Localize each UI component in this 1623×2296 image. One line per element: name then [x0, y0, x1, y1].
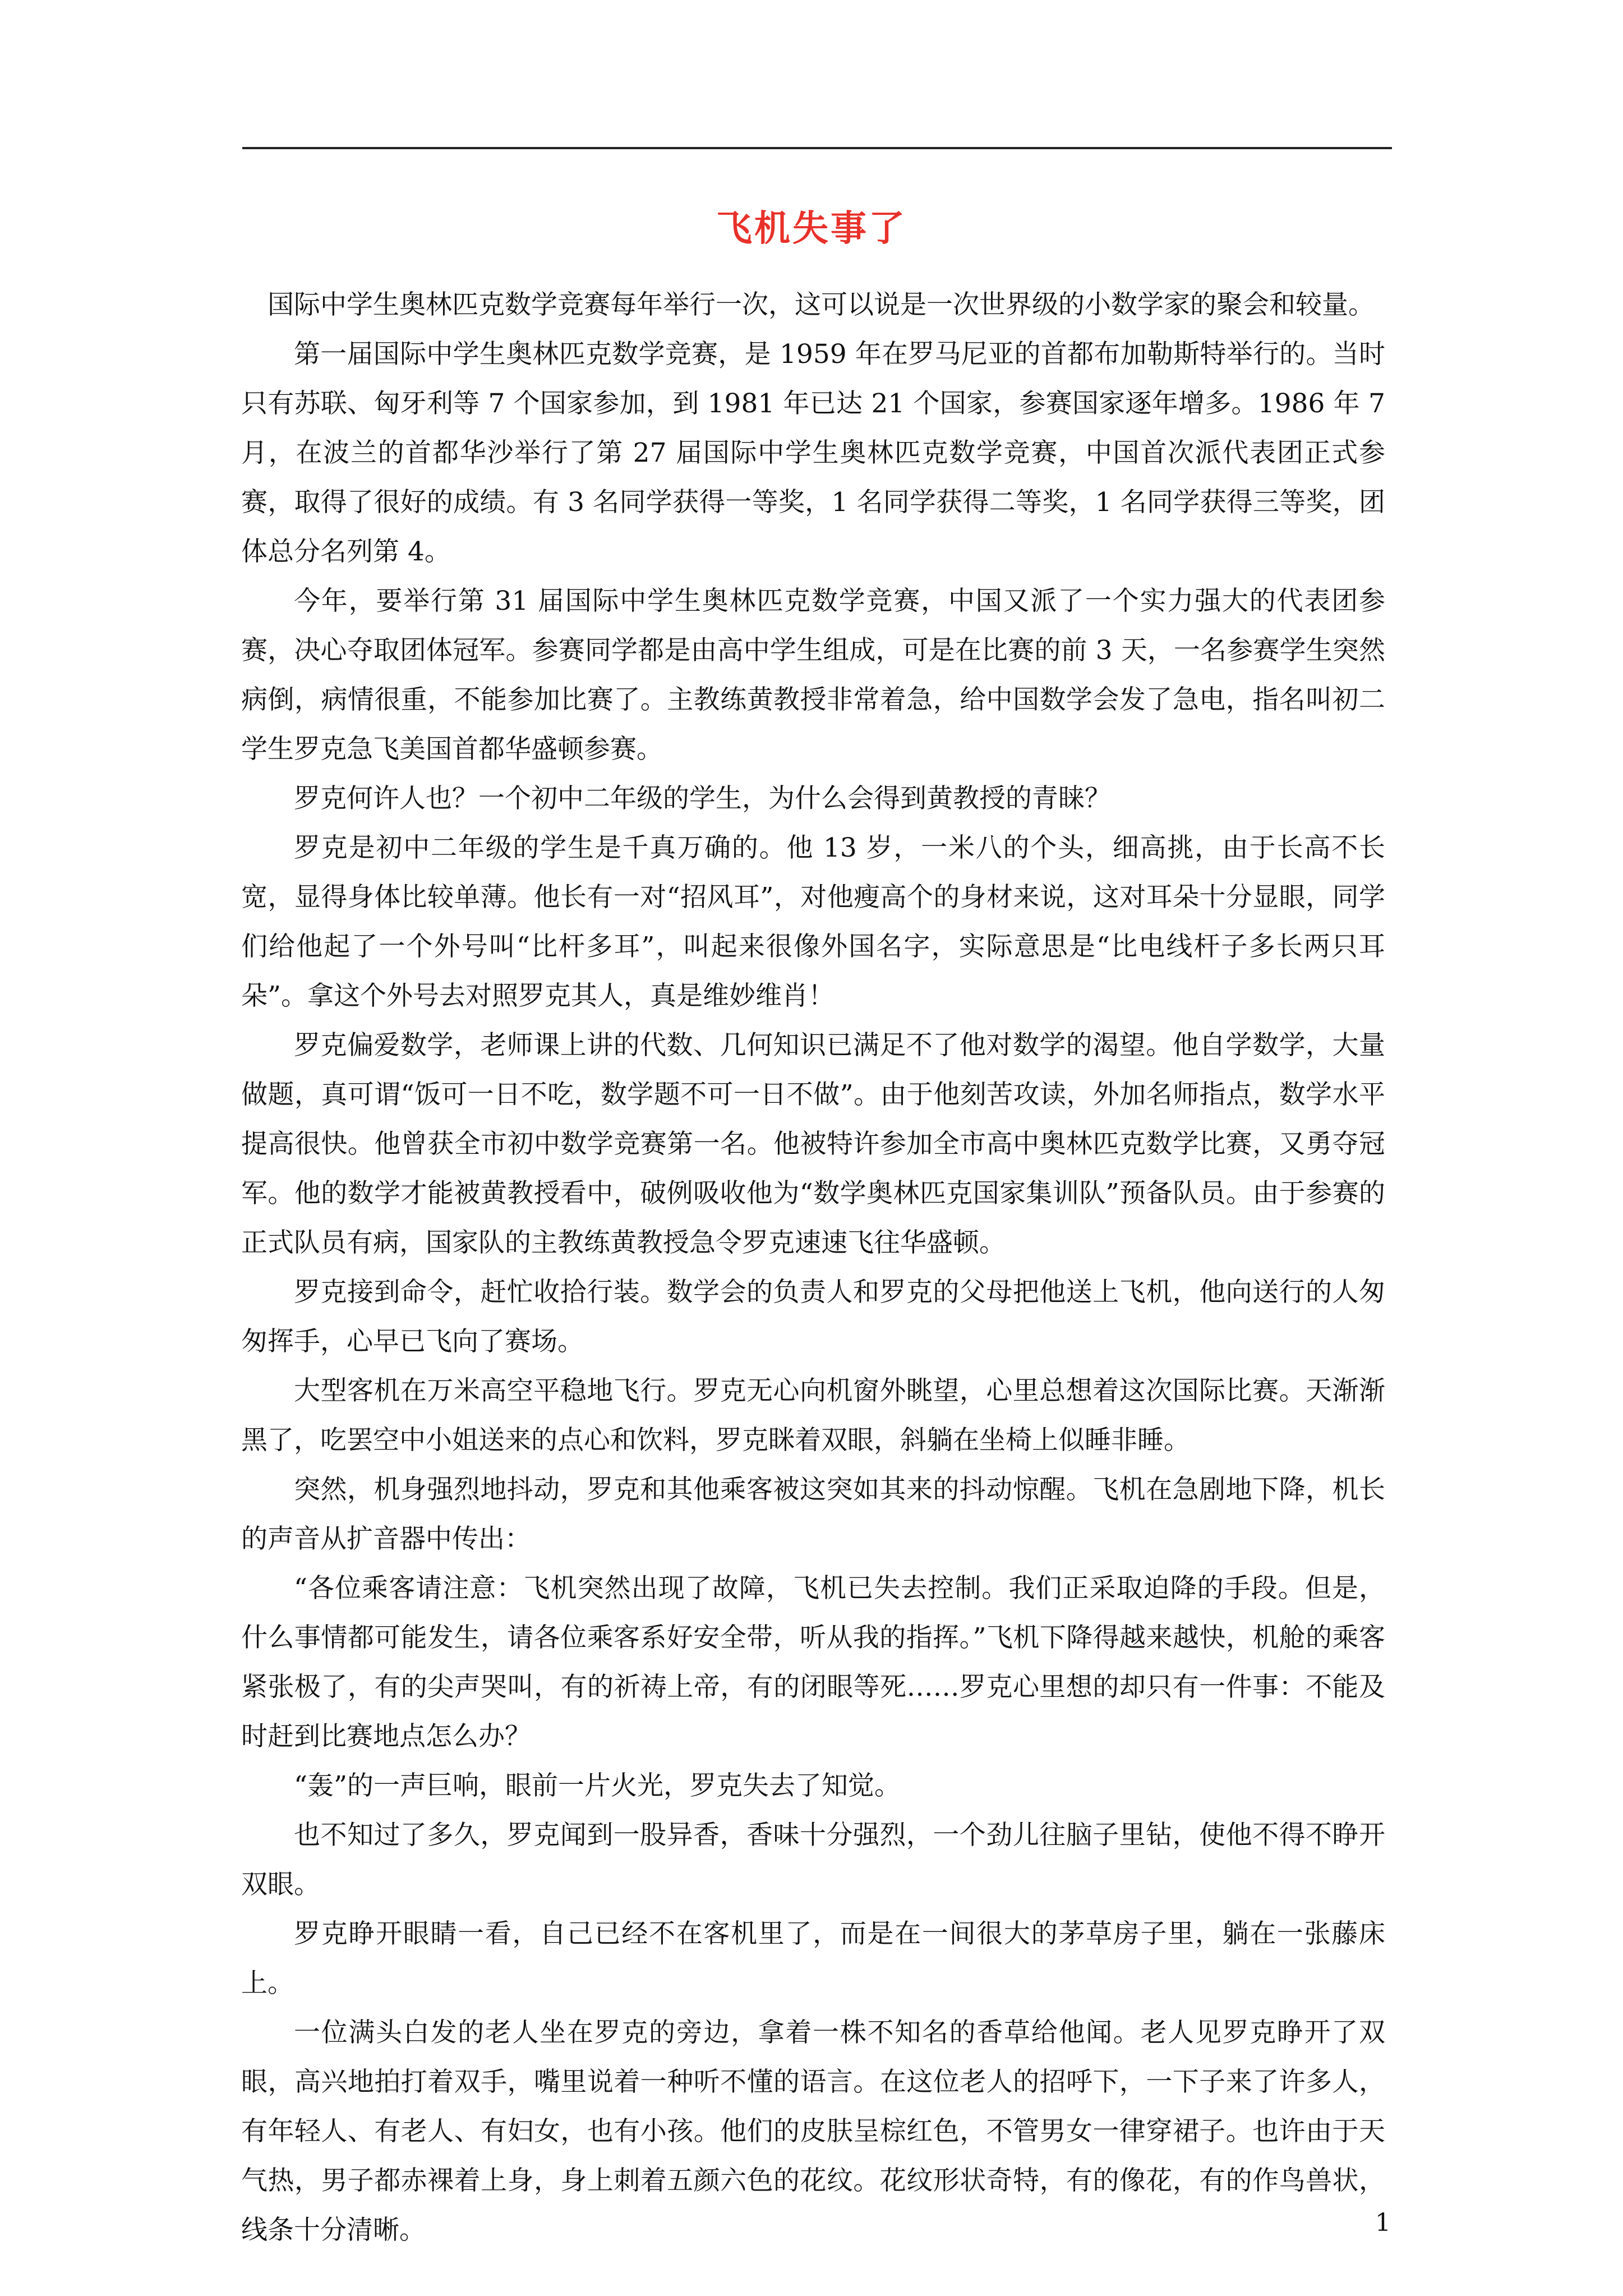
header-rule — [242, 147, 1392, 149]
paragraph-6: 罗克偏爱数学，老师课上讲的代数、几何知识已满足不了他对数学的渴望。他自学数学，大量做题，真可谓“饭可一日不吃，数学题不可一日不做”。由于他刻苦攻读，外加名师指点，数学水平提高很快。他曾获全市初中数学竞赛第一名。他被特许参加全市高中奥林匹克数学比赛，又勇夺冠军。他的数学才能被黄教授看中，破例吸收他为“数学奥林匹克国家集训队”预备队员。由于参赛的正式队员有病，国家队的主教练黄教授急令罗克速速飞往华盛顿。 — [241, 1030, 1385, 1258]
paragraph-10: “各位乘客请注意：飞机突然出现了故障，飞机已失去控制。我们正采取迫降的手段。但是，什么事情都可能发生，请各位乘客系好安全带，听从我的指挥。”飞机下降得越来越快，机舱的乘客紧张极了，有的尖声哭叫，有的祈祷上帝，有的闭眼等死……罗克心里想的却只有一件事：不能及时赶到比赛地点怎么办？ — [241, 1573, 1385, 1752]
paragraph-13: 罗克睁开眼睛一看，自己已经不在客机里了，而是在一间很大的茅草房子里，躺在一张藤床上。 — [241, 1918, 1385, 1999]
paragraph-12: 也不知过了多久，罗克闻到一股异香，香味十分强烈，一个劲儿往脑子里钻，使他不得不睁开双眼。 — [241, 1820, 1385, 1900]
paragraph-14: 一位满头白发的老人坐在罗克的旁边，拿着一株不知名的香草给他闻。老人见罗克睁开了双眼，高兴地拍打着双手，嘴里说着一种听不懂的语言。在这位老人的招呼下，一下子来了许多人，有年轻人、有老人、有妇女，也有小孩。他们的皮肤呈棕红色，不管男女一律穿裙子。也许由于天气热，男子都赤裸着上身，身上刺着五颜六色的花纹。花纹形状奇特，有的像花，有的作鸟兽状，线条十分清晰。 — [241, 2017, 1385, 2246]
page-number: 1 — [1375, 2208, 1391, 2237]
paragraph-4: 罗克何许人也？一个初中二年级的学生，为什么会得到黄教授的青睐？ — [294, 783, 1111, 814]
paragraph-11: “轰”的一声巨响，眼前一片火光，罗克失去了知觉。 — [294, 1770, 901, 1801]
paragraph-2: 第一届国际中学生奥林匹克数学竞赛，是 1959 年在罗马尼亚的首都布加勒斯特举行的。当时只有苏联、匈牙利等 7 个国家参加，到 1981 年已达 21 个国家，参赛国家逐年增多。1986 年 7 月，在波兰的首都华沙举行了第 27 届国际中学生奥林匹克数学竞赛，中国首次派代表团正式参赛，取得了很好的成绩。有 3 名同学获得一等奖，1 名同学获得二等奖，1 名同学获得三等奖，团体总分名列第 4。 — [241, 339, 1385, 567]
paragraph-5: 罗克是初中二年级的学生是千真万确的。他 13 岁，一米八的个头，细高挑，由于长高不长宽，显得身体比较单薄。他长有一对“招风耳”，对他瘦高个的身材来说，这对耳朵十分显眼，同学们给他起了一个外号叫“比杆多耳”，叫起来很像外国名字，实际意思是“比电线杆子多长两只耳朵”。拿这个外号去对照罗克其人，真是维妙维肖！ — [241, 832, 1385, 1011]
page-title: 飞机失事了 — [716, 208, 907, 250]
paragraph-7: 罗克接到命令，赶忙收拾行装。数学会的负责人和罗克的父母把他送上飞机，他向送行的人匆匆挥手，心早已飞向了赛场。 — [241, 1277, 1385, 1357]
paragraph-8: 大型客机在万米高空平稳地飞行。罗克无心向机窗外眺望，心里总想着这次国际比赛。天渐渐黑了，吃罢空中小姐送来的点心和饮料，罗克眯着双眼，斜躺在坐椅上似睡非睡。 — [241, 1375, 1385, 1456]
paragraph-1: 国际中学生奥林匹克数学竞赛每年举行一次，这可以说是一次世界级的小数学家的聚会和较量。 — [268, 289, 1375, 320]
article-body — [241, 280, 1385, 2255]
paragraph-3: 今年，要举行第 31 届国际中学生奥林匹克数学竞赛，中国又派了一个实力强大的代表团参赛，决心夺取团体冠军。参赛同学都是由高中学生组成，可是在比赛的前 3 天，一名参赛学生突然病倒，病情很重，不能参加比赛了。主教练黄教授非常着急，给中国数学会发了急电，指名叫初二学生罗克急飞美国首都华盛顿参赛。 — [241, 586, 1385, 765]
paragraph-9: 突然，机身强烈地抖动，罗克和其他乘客被这突如其来的抖动惊醒。飞机在急剧地下降，机长的声音从扩音器中传出： — [241, 1474, 1385, 1554]
